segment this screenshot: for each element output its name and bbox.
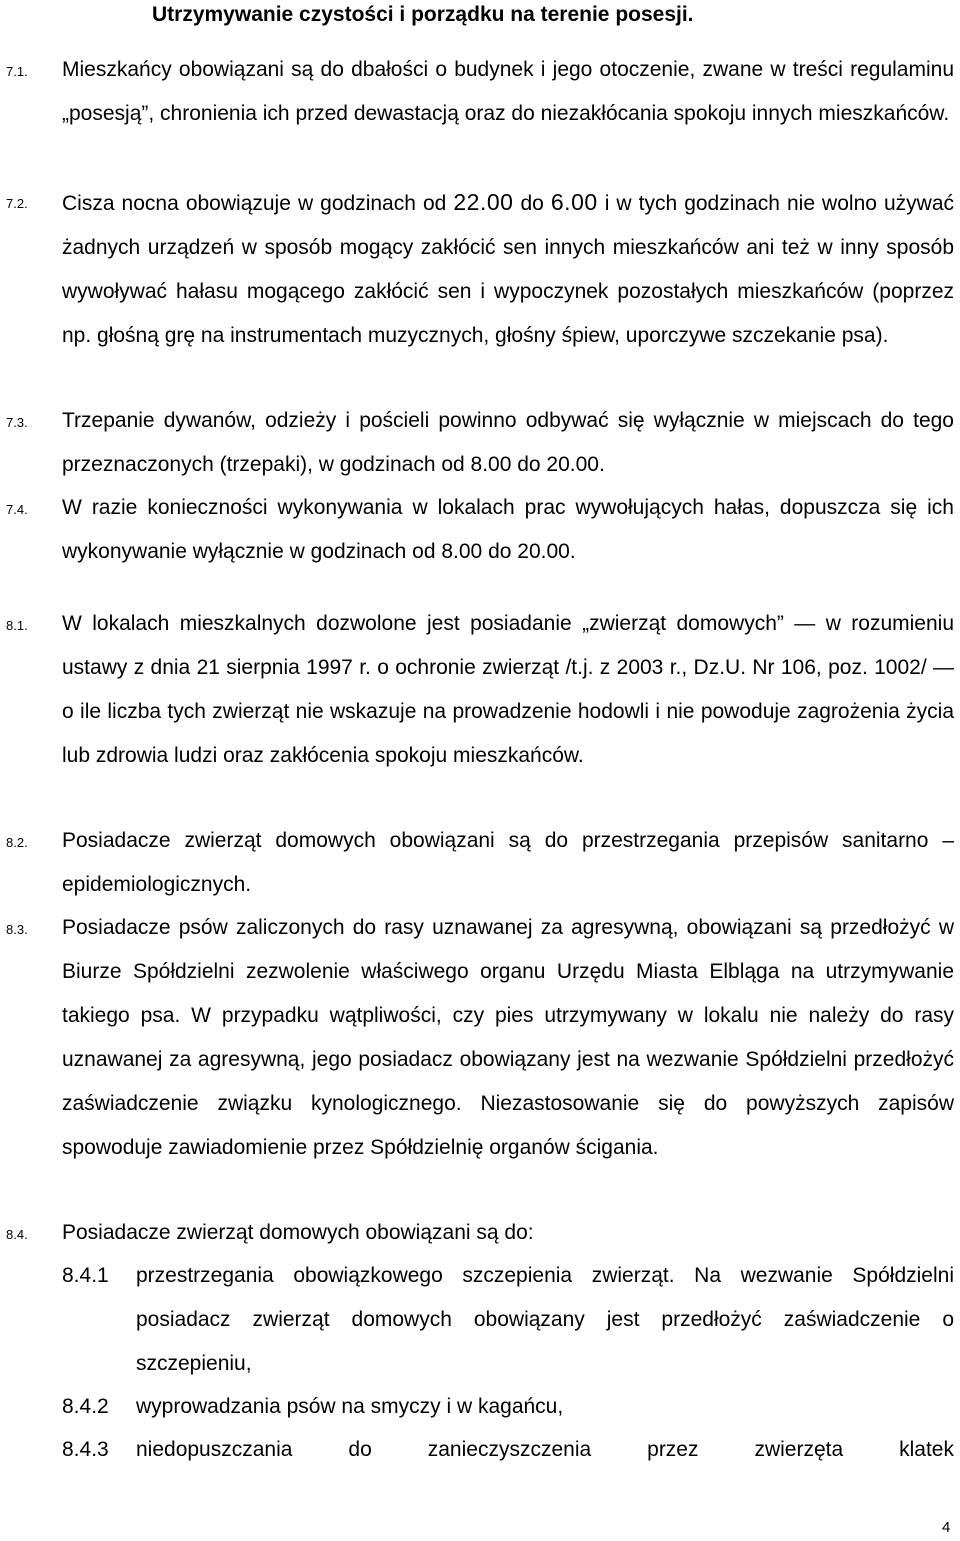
subitem-text: przestrzegania obowiązkowego szczepienia zwierząt. Na wezwanie Spółdzielni posiadacz zwierząt domowych obowiązany jest przedłożyć zaświadczenie o szczepieniu, (136, 1264, 954, 1375)
section-number: 8.1. (6, 618, 28, 633)
section-text: Posiadacze psów zaliczonych do rasy uznawanej za agresywną, obowiązani są przedłożyć w Biurze Spółdzielni zezwolenie właściwego organu Urzędu Miasta Elbląga na utrzymywanie takiego psa. W przypadku wątpliwości, czy pies utrzymywany w lokalu nie należy do rasy uznawanej za agresywną, jego posiadacz obowiązany jest na wezwanie Spółdzielni przedłożyć zaświadczenie związku kynologicznego. Niezastosowanie się do powyższych zapisów spowoduje zawiadomienie przez Spółdzielnię organów ścigania. (62, 916, 954, 1159)
time-start: 22.00 (453, 189, 514, 215)
section-number: 7.4. (6, 502, 28, 517)
time-end: 6.00 (550, 189, 598, 215)
section-text: W lokalach mieszkalnych dozwolone jest posiadanie „zwierząt domowych” — w rozumieniu ustawy z dnia 21 sierpnia 1997 r. o ochronie zwierząt /t.j. z 2003 r., Dz.U. Nr 106, poz. 1002/ — o ile liczba tych zwierząt nie wskazuje na prowadzenie hodowli i nie powoduje zagrożenia życia lub zdrowia ludzi oraz zakłócenia spokoju mieszkańców. (62, 612, 954, 767)
text-fragment: do (513, 192, 551, 215)
section-text: Mieszkańcy obowiązani są do dbałości o budynek i jego otoczenie, zwane w treści regulaminu „posesją”, chronienia ich przed dewastacją oraz do niezakłócania spokoju innych mieszkańców. (62, 58, 954, 125)
page-number: 4 (942, 1519, 951, 1536)
subitem-text: niedopuszczania do zanieczyszczenia przez zwierzęta klatek (136, 1438, 954, 1461)
text-fragment: i w tych godzinach nie wolno używać żadnych urządzeń w sposób mogący zakłócić sen innych mieszkańców ani też w inny sposób wywoływać hałasu mogącego zakłócić sen i wypoczynek pozostałych mieszkańców (poprzez np. głośną grę na instrumentach muzycznych, głośny śpiew, uporczywe szczekanie psa). (62, 192, 955, 347)
section-text: W razie konieczności wykonywania w lokalach prac wywołujących hałas, dopuszcza się ich wykonywanie wyłącznie w godzinach od 8.00 do 20.00. (62, 496, 954, 563)
section-number: 7.2. (6, 196, 28, 211)
section-text: Posiadacze zwierząt domowych obowiązani są do przestrzegania przepisów sanitarno – epidemiologicznych. (62, 829, 954, 896)
section-number: 8.3. (6, 922, 28, 937)
section-number: 7.3. (6, 415, 28, 430)
section-number: 7.1. (6, 64, 28, 79)
subitem-number: 8.4.1 (62, 1264, 109, 1287)
page-title: Utrzymywanie czystości i porządku na terenie posesji. (152, 3, 694, 26)
subitem-number: 8.4.3 (62, 1438, 109, 1461)
section-number: 8.4. (6, 1227, 28, 1242)
text-fragment: Cisza nocna obowiązuje w godzinach od (62, 192, 454, 215)
subitem-number: 8.4.2 (62, 1395, 109, 1418)
section-number: 8.2. (6, 835, 28, 850)
section-text (62, 180, 954, 358)
subitem-text: wyprowadzania psów na smyczy i w kagańcu, (136, 1395, 564, 1418)
section-text: Trzepanie dywanów, odzieży i pościeli powinno odbywać się wyłącznie w miejscach do tego przeznaczonych (trzepaki), w godzinach od 8.00 do 20.00. (62, 409, 954, 476)
section-text: Posiadacze zwierząt domowych obowiązani są do: (62, 1221, 534, 1244)
